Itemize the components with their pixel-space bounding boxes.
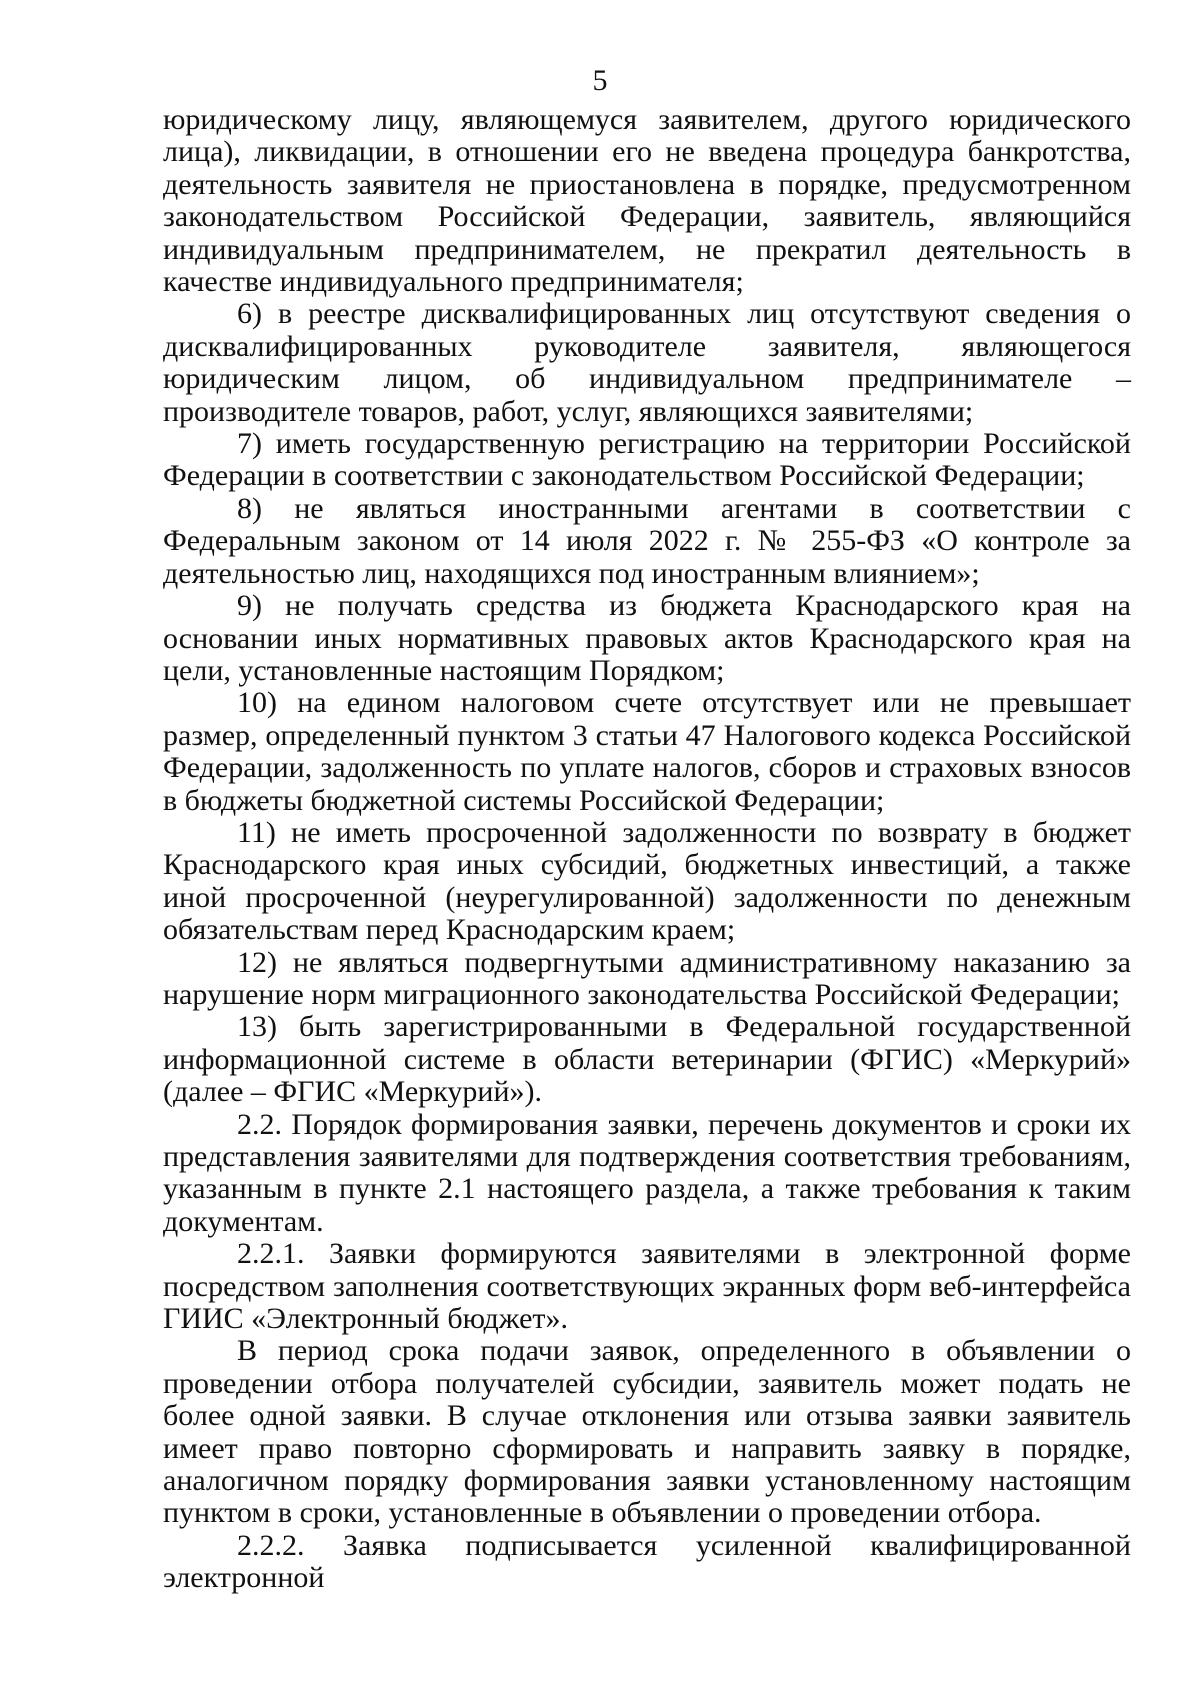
paragraph-section-2-2: 2.2. Порядок формирования заявки, перечень документов и сроки их представления заявителями для подтверждения соответствия требованиям, указанным в пункте 2.1 настоящего раздела, а также требования к таким документам. — [163, 1107, 1131, 1238]
document-body — [163, 104, 1131, 1595]
paragraph-section-2-2-1: 2.2.1. Заявки формируются заявителями в электронной форме посредством заполнения соответствующих экранных форм веб-интерфейса ГИИС «Электронный бюджет». — [163, 1237, 1131, 1336]
paragraph-section-2-2-2: 2.2.2. Заявка подписывается усиленной квалифицированной электронной — [163, 1528, 1131, 1595]
paragraph-item-10: 10) на едином налоговом счете отсутствует или не превышает размер, определенный пунктом 3 статьи 47 Налогового кодекса Российской Федерации, задолженность по уплате налогов, сборов и страховых взносов в бюджеты бюджетной системы Российской Федерации; — [163, 686, 1131, 817]
paragraph-item-11: 11) не иметь просроченной задолженности по возврату в бюджет Краснодарского края иных субсидий, бюджетных инвестиций, а также иной просроченной (неурегулированной) задолженности по денежным обязательствам перед Краснодарским краем; — [163, 815, 1131, 947]
paragraph-item-8: 8) не являться иностранными агентами в соответствии с Федеральным законом от 14 июля 2022 г. № 255-ФЗ «О контроле за деятельностью лиц, находящихся под иностранным влиянием»; — [163, 491, 1131, 590]
paragraph-item-6: 6) в реестре дисквалифицированных лиц отсутствуют сведения о дисквалифицированных руководителе заявителя, являющегося юридическим лицом, об индивидуальном предпринимателе – производителе товаров, работ, услуг, являющихся заявителями; — [163, 297, 1131, 428]
page-number: 5 — [592, 64, 608, 97]
paragraph-continuation: юридическому лицу, являющемуся заявителем, другого юридического лица), ликвидации, в отношении его не введена процедура банкротства, деятельность заявителя не приостановлена в порядке, предусмотренном законодательством Российской Федерации, заявитель, являющийся индивидуальным предпринимателем, не прекратил деятельность в качестве индивидуального предпринимателя; — [163, 103, 1131, 299]
paragraph-item-12: 12) не являться подвергнутыми административному наказанию за нарушение норм миграционного законодательства Российской Федерации; — [163, 945, 1131, 1011]
paragraph-item-13: 13) быть зарегистрированными в Федеральной государственной информационной системе в области ветеринарии (ФГИС) «Меркурий» (далее – ФГИС «Меркурий»). — [163, 1010, 1131, 1109]
paragraph-application-period: В период срока подачи заявок, определенного в объявлении о проведении отбора получателей субсидии, заявитель может подать не более одной заявки. В случае отклонения или отзыва заявки заявитель имеет право повторно сформировать и направить заявку в порядке, аналогичном порядку формирования заявки установленному настоящим пунктом в сроки, установленные в объявлении о проведении отбора. — [163, 1334, 1131, 1530]
paragraph-item-9: 9) не получать средства из бюджета Краснодарского края на основании иных нормативных правовых актов Краснодарского края на цели, установленные настоящим Порядком; — [163, 589, 1131, 687]
paragraph-item-7: 7) иметь государственную регистрацию на территории Российской Федерации в соответствии с законодательством Российской Федерации; — [163, 427, 1131, 493]
